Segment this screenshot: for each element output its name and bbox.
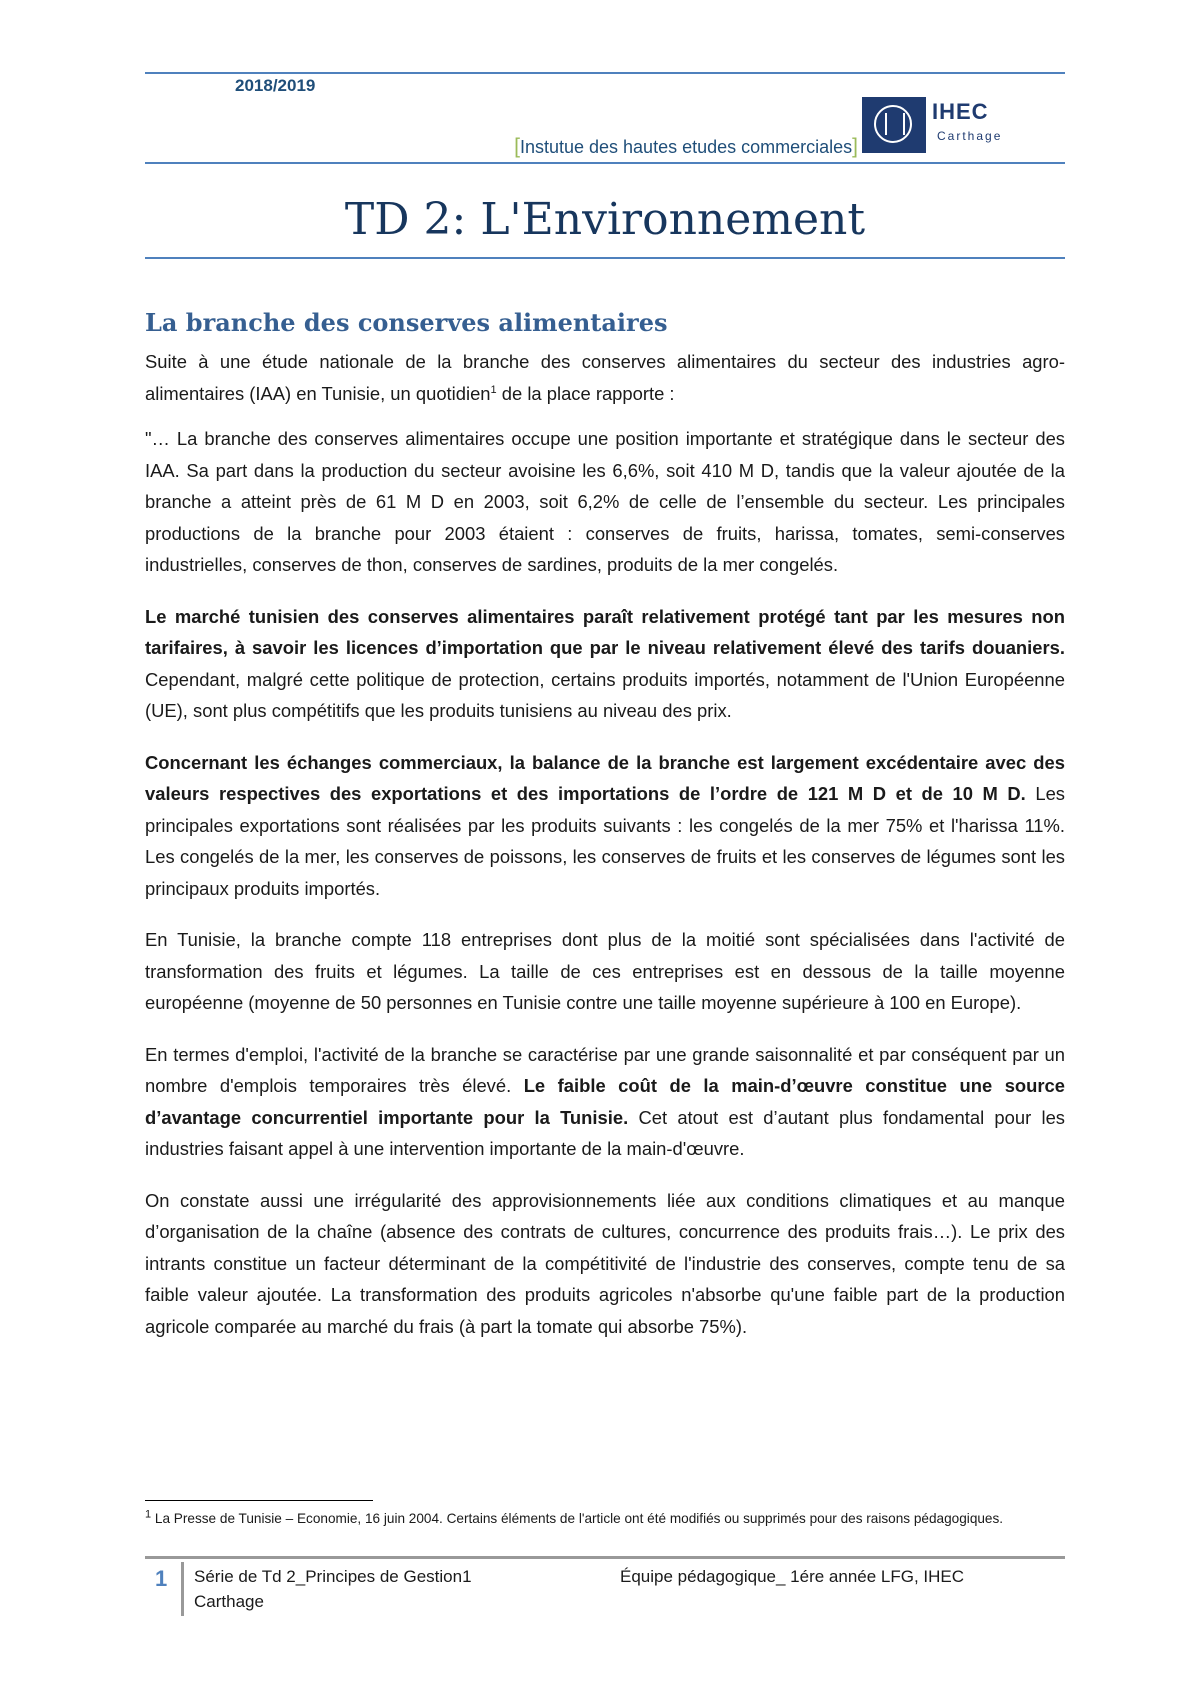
footnote-mark: 1 xyxy=(145,1508,152,1521)
footnote-ref: 1 xyxy=(490,383,497,396)
paragraph-5-bold: Le faible coût de la main-d’œuvre constitue une source d’avantage concurrentiel importante pour la Tunisie. xyxy=(145,1075,1065,1128)
paragraph-3-bold: Concernant les échanges commerciaux, la balance de la branche est largement excédentaire avec des valeurs respectives des exportations et des importations de l’ordre de 121 M D et de 10 M D. xyxy=(145,751,1065,804)
logo-subtext: Carthage xyxy=(937,129,1003,143)
footnote-separator xyxy=(145,1500,373,1501)
institute-label: Instutue des hautes etudes commerciales xyxy=(519,137,853,157)
bracket-open: [ xyxy=(514,135,520,158)
paragraph-6: On constate aussi une irrégularité des approvisionnements liée aux conditions climatiques et au manque d’organisation de la chaîne (absence des contrats de cultures, concurrence des produits frais…). Le prix des intrants constitue un facteur déterminant de la compétitivité de l'industrie des conserves, compte tenu de sa faible valeur ajoutée. La transformation des produits agricoles n'absorbe qu'une faible part de la production agricole comparée au marché du frais (à part la tomate qui absorbe 75%). xyxy=(145,1189,1065,1337)
institute-name xyxy=(514,135,858,159)
intro-paragraph xyxy=(145,346,1065,409)
intro-text: Suite à une étude nationale de la branche des conserves alimentaires du secteur des industries agro-alimentaires (IAA) en Tunisie, un quotidien xyxy=(145,351,1065,404)
footer-team: Équipe pédagogique_ 1ére année LFG, IHEC xyxy=(620,1567,965,1586)
header-bottom-rule xyxy=(145,162,1065,164)
footnote-text: La Presse de Tunisie – Economie, 16 juin 2004. Certains éléments de l'article ont été modifiés ou supprimés pour des raisons pédagogiques. xyxy=(151,1511,1004,1526)
academic-year: 2018/2019 xyxy=(235,76,316,95)
paragraph-2 xyxy=(145,601,1065,727)
paragraph-2-bold: Le marché tunisien des conserves alimentaires paraît relativement protégé tant par les mesures non tarifaires, à savoir les licences d’importation que par le niveau relativement élevé des tarifs douaniers. xyxy=(145,605,1065,658)
ihec-logo xyxy=(862,97,1027,153)
bracket-close: ] xyxy=(852,135,858,158)
document-title: TD 2: L'Environnement xyxy=(344,194,866,245)
paragraph-3-text: Les principales exportations sont réalisées par les produits suivants : les congelés de la mer 75% et l'harissa 11%. Les congelés de la mer, les conserves de poissons, les conserves de fruits et les conserves de légumes sont les principaux produits importés. xyxy=(145,783,1065,899)
paragraph-5-text-end: Cet atout est d’autant plus fondamental pour les industries faisant appel à une intervention importante de la main-d'œuvre. xyxy=(145,1106,1066,1159)
paragraph-2-text: Cependant, malgré cette politique de protection, certains produits importés, notamment de l'Union Européenne (UE), sont plus compétitifs que les produits tunisiens au niveau des prix. xyxy=(145,668,1065,721)
paragraph-5-text: En termes d'emploi, l'activité de la branche se caractérise par une grande saisonnalité et par conséquent par un nombre d'emplois temporaires très élevé. xyxy=(145,1043,1065,1096)
title-rule xyxy=(145,257,1065,259)
intro-text-end: de la place rapporte : xyxy=(496,382,675,404)
footnote xyxy=(145,1510,1065,1527)
paragraph-3 xyxy=(145,747,1065,905)
logo-text: IHEC xyxy=(932,99,989,124)
footer-divider xyxy=(181,1562,184,1616)
paragraph-1: "… La branche des conserves alimentaires occupe une position importante et stratégique dans le secteur des IAA. Sa part dans la production du secteur avoisine les 6,6%, soit 410 M D, tandis que la valeur ajoutée de la branche a atteint près de 61 M D en 2003, soit 6,2% de celle de l’ensemble du secteur. Les principales productions de la branche pour 2003 étaient : conserves de fruits, harissa, tomates, semi-conserves industrielles, conserves de thon, conserves de sardines, produits de la mer congelés. xyxy=(145,428,1065,575)
seal-icon xyxy=(862,97,926,153)
header-top-rule xyxy=(145,72,1065,74)
footer-rule xyxy=(145,1556,1065,1559)
section-heading: La branche des conserves alimentaires xyxy=(145,308,668,337)
footer-course: Série de Td 2_Principes de Gestion1 Carthage xyxy=(194,1567,472,1611)
article-body xyxy=(145,346,1065,1342)
page-number: 1 xyxy=(155,1566,168,1591)
paragraph-4: En Tunisie, la branche compte 118 entreprises dont plus de la moitié sont spécialisées dans l'activité de transformation des fruits et légumes. La taille de ces entreprises est en dessous de la taille moyenne européenne (moyenne de 50 personnes en Tunisie contre une taille moyenne supérieure à 100 en Europe). xyxy=(145,929,1065,1013)
paragraph-5 xyxy=(145,1039,1065,1165)
